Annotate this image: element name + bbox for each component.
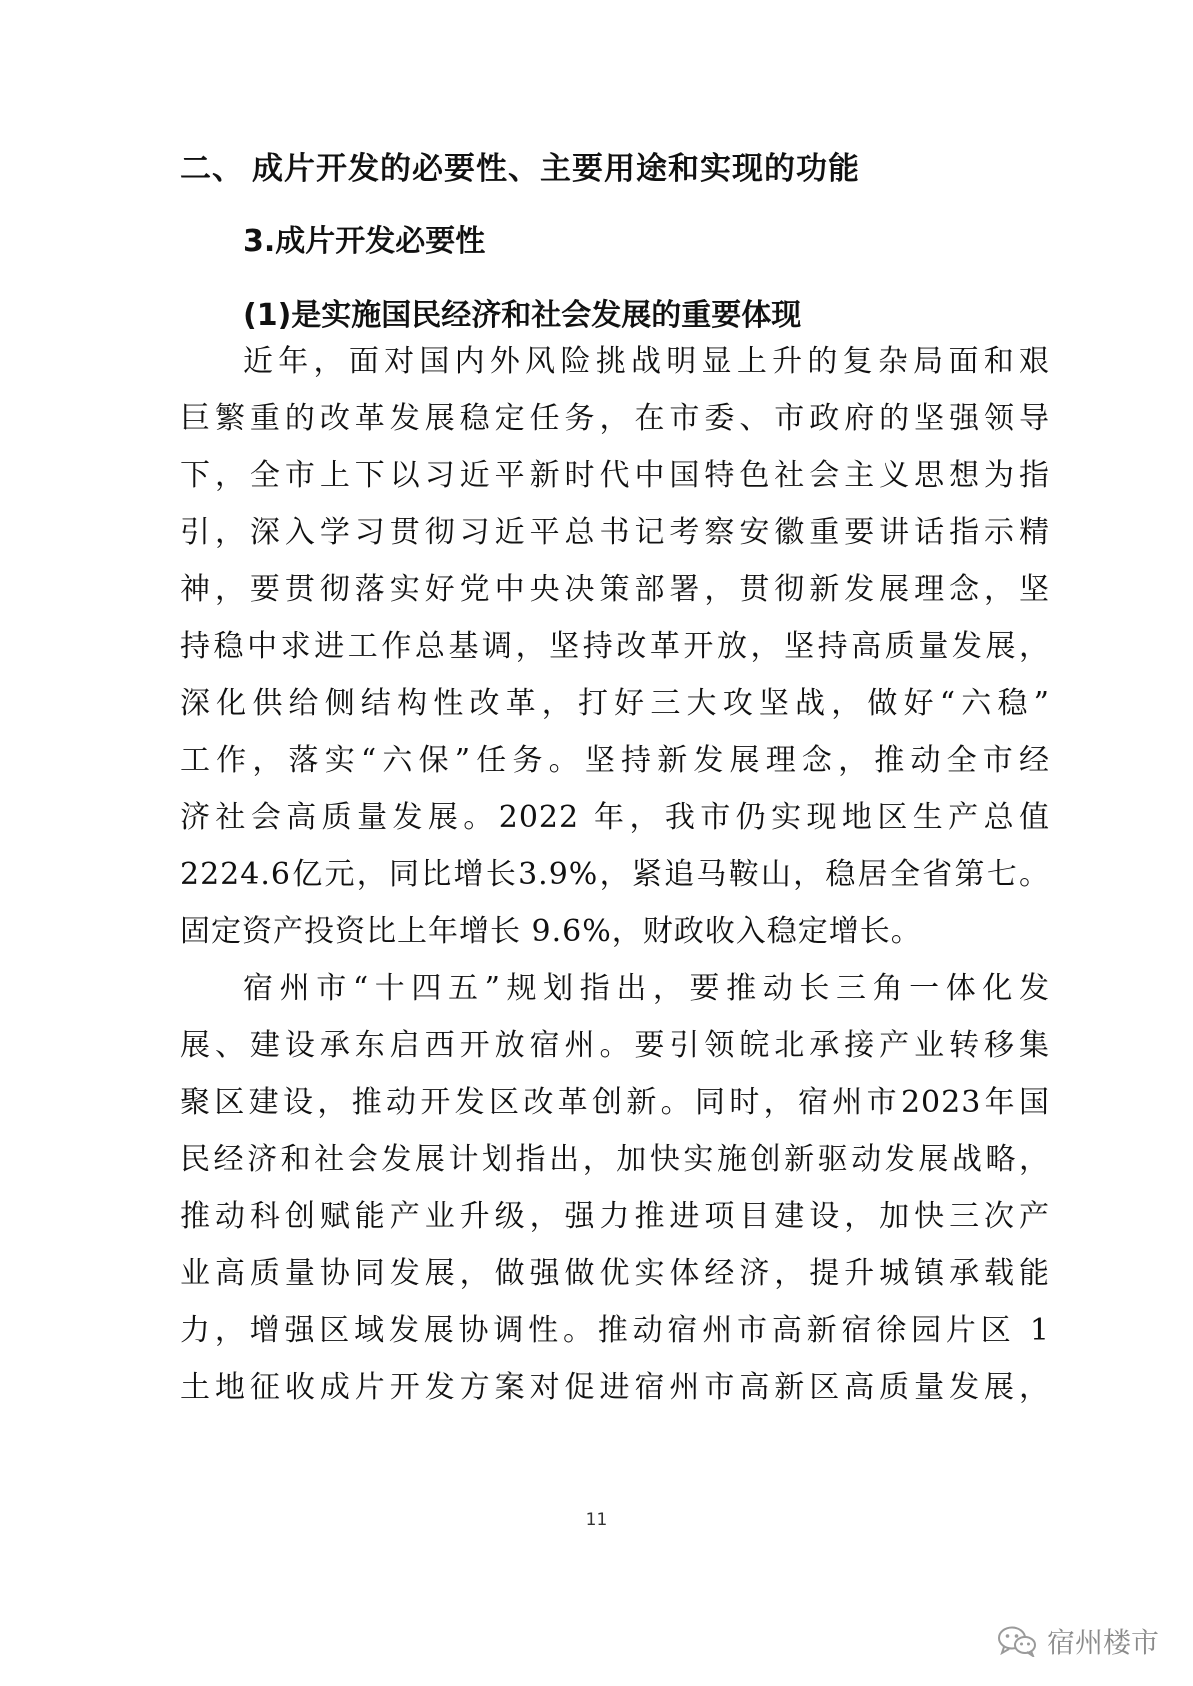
wechat-icon (997, 1625, 1037, 1657)
paragraph-line: 聚区建设，推动开发区改革创新。同时，宿州市2023年国 (180, 1085, 1050, 1120)
paragraph-line: 济社会高质量发展。2022 年，我市仍实现地区生产总值 (180, 800, 1050, 835)
section-title: 成片开发的必要性、主要用途和实现的功能 (252, 151, 860, 187)
paragraph-line: 宿州市“十四五”规划指出，要推动长三角一体化发 (243, 971, 1050, 1006)
paragraph-line: 下，全市上下以习近平新时代中国特色社会主义思想为指 (180, 458, 1050, 493)
paragraph-line: 业高质量协同发展，做强做优实体经济，提升城镇承载能 (180, 1256, 1050, 1291)
paragraph-line: 2224.6亿元，同比增长3.9%，紧追马鞍山，稳居全省第七。 (180, 857, 1050, 892)
watermark (997, 1621, 1159, 1661)
section-number: 二、 (180, 151, 244, 187)
paragraph-line: 工作，落实“六保”任务。坚持新发展理念，推动全市经 (180, 743, 1050, 778)
paragraph-line: 推动科创赋能产业升级，强力推进项目建设，加快三次产 (180, 1199, 1050, 1234)
watermark-text: 宿州楼市 (1046, 1626, 1159, 1659)
paragraph-line: 深化供给侧结构性改革，打好三大攻坚战，做好“六稳” (180, 686, 1050, 721)
paragraph-line: 民经济和社会发展计划指出，加快实施创新驱动发展战略， (180, 1142, 1050, 1177)
subsection-heading: 3.成片开发必要性 (243, 224, 486, 259)
paragraph-2 (180, 960, 1050, 1416)
page-number: 11 (585, 1510, 608, 1530)
paragraph-line: 引，深入学习贯彻习近平总书记考察安徽重要讲话指示精 (180, 515, 1050, 550)
paragraph-1 (180, 333, 1050, 960)
paragraph-line: 持稳中求进工作总基调，坚持改革开放，坚持高质量发展， (180, 629, 1050, 664)
paragraph-line: 展、建设承东启西开放宿州。要引领皖北承接产业转移集 (180, 1028, 1050, 1063)
section-heading (180, 143, 860, 188)
paragraph-line: 近年，面对国内外风险挑战明显上升的复杂局面和艰 (243, 344, 1050, 379)
paragraph-line: 力，增强区域发展协调性。推动宿州市高新宿徐园片区 1 (180, 1313, 1050, 1348)
paragraph-line: 巨繁重的改革发展稳定任务，在市委、市政府的坚强领导 (180, 401, 1050, 436)
paragraph-line: 固定资产投资比上年增长 9.6%，财政收入稳定增长。 (180, 914, 922, 949)
paragraph-line: 土地征收成片开发方案对促进宿州市高新区高质量发展， (180, 1370, 1050, 1405)
subsubsection-heading: (1)是实施国民经济和社会发展的重要体现 (243, 298, 802, 333)
paragraph-line: 神，要贯彻落实好党中央决策部署，贯彻新发展理念，坚 (180, 572, 1050, 607)
